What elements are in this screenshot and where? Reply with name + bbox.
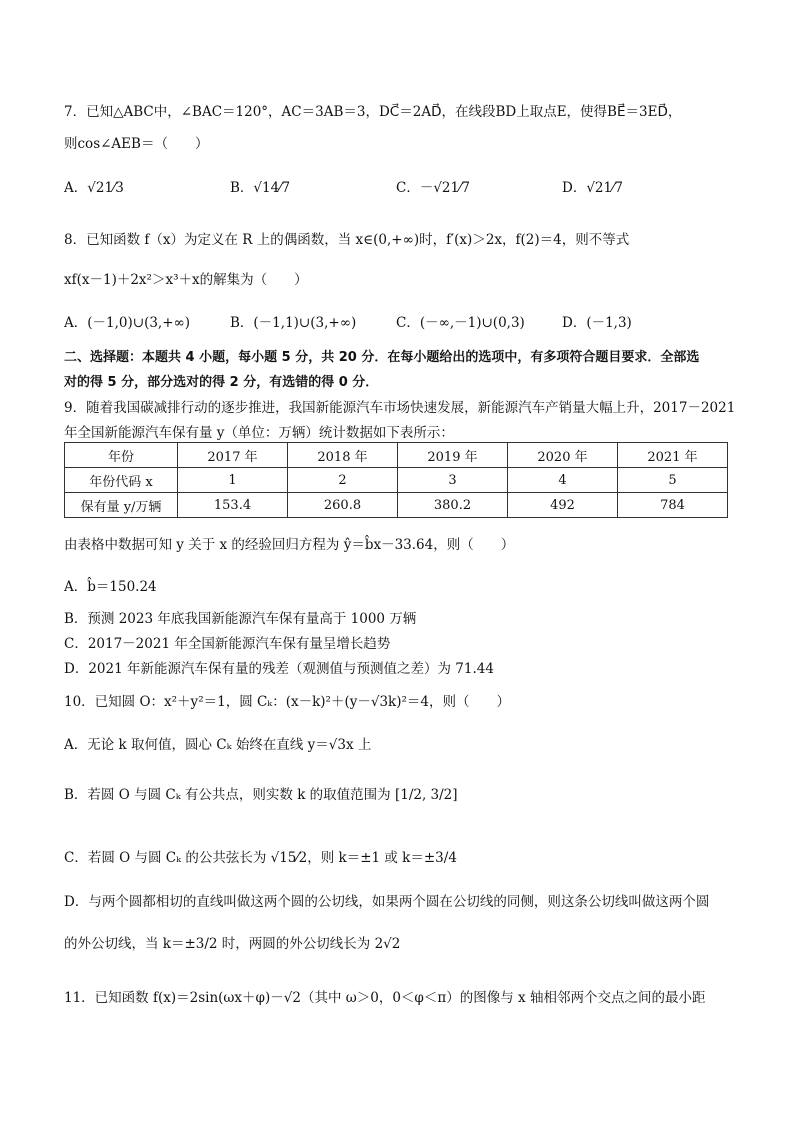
table-cell: 年份 (65, 443, 178, 468)
table-row (65, 443, 728, 468)
table-cell: 380.2 (398, 493, 508, 518)
q9-regression-line: 由表格中数据可知 y 关于 x 的经验回归方程为 ŷ＝b̂x－33.64，则（ ） (64, 537, 515, 553)
q9-stem-line2: 年全国新能源汽车保有量 y（单位：万辆）统计数据如下表所示： (64, 425, 454, 441)
table-cell: 5 (618, 468, 728, 493)
table-row (65, 468, 728, 493)
q10-option-d-line2: 的外公切线，当 k＝±3/2 时，两圆的外公切线长为 2√2 (64, 936, 401, 952)
q7-stem-line1: 7．已知△ABC中，∠BAC＝120°，AC＝3AB＝3，DC⃗＝2AD⃗，在线段BD上取点E，使得BE⃗＝3ED⃗， (64, 104, 682, 120)
q7-option-a: A．√21⁄3 (64, 180, 124, 196)
table-cell: 1 (178, 468, 288, 493)
q8-stem-line2: xf(x－1)＋2x²＞x³＋x的解集为（ ） (64, 272, 308, 288)
table-cell: 2017 年 (178, 443, 288, 468)
table-cell: 保有量 y/万辆 (65, 493, 178, 518)
q7-option-b: B．√14⁄7 (230, 180, 291, 196)
q9-data-table (64, 442, 728, 518)
q10-option-a: A．无论 k 取何值，圆心 Cₖ 始终在直线 y＝√3x 上 (64, 737, 372, 753)
q9-option-c: C．2017－2021 年全国新能源汽车保有量呈增长趋势 (64, 636, 391, 652)
table-cell: 3 (398, 468, 508, 493)
table-cell: 260.8 (288, 493, 398, 518)
table-row (65, 493, 728, 518)
section-header-line1: 二、选择题：本题共 4 小题，每小题 5 分，共 20 分．在每小题给出的选项中，有多项符合题目要求．全部选 (64, 350, 700, 365)
q10-option-d-line1: D．与两个圆都相切的直线叫做这两个圆的公切线，如果两个圆在公切线的同侧，则这条公切线叫做这两个圆 (64, 894, 710, 910)
table-cell: 492 (508, 493, 618, 518)
q11-stem: 11．已知函数 f(x)＝2sin(ωx＋φ)－√2（其中 ω＞0，0＜φ＜π）的图像与 x 轴相邻两个交点之间的最小距 (64, 990, 706, 1006)
table-cell: 4 (508, 468, 618, 493)
q7-option-d: D．√21⁄7 (562, 180, 623, 196)
table-cell: 2020 年 (508, 443, 618, 468)
q9-option-d: D．2021 年新能源汽车保有量的残差（观测值与预测值之差）为 71.44 (64, 661, 494, 677)
table-cell: 153.4 (178, 493, 288, 518)
q10-option-b: B．若圆 O 与圆 Cₖ 有公共点，则实数 k 的取值范围为 [1/2, 3/2] (64, 787, 458, 803)
q8-option-a: A．(－1,0)∪(3,+∞) (64, 315, 191, 331)
table-cell: 784 (618, 493, 728, 518)
q10-stem: 10．已知圆 O：x²＋y²＝1，圆 Cₖ：(x－k)²＋(y－√3k)²＝4，则（ ） (64, 694, 511, 710)
q8-option-d: D．(－1,3) (562, 315, 632, 331)
table-cell: 年份代码 x (65, 468, 178, 493)
q7-stem-line2: 则cos∠AEB＝（ ） (64, 136, 209, 152)
q9-option-b: B．预测 2023 年底我国新能源汽车保有量高于 1000 万辆 (64, 611, 417, 627)
table-cell: 2 (288, 468, 398, 493)
q9-option-a: A．b̂＝150.24 (64, 579, 157, 595)
q8-option-b: B．(－1,1)∪(3,+∞) (230, 315, 357, 331)
q9-stem-line1: 9．随着我国碳减排行动的逐步推进，我国新能源汽车市场快速发展，新能源汽车产销量大幅上升，2017－2021 (64, 400, 736, 416)
table-cell: 2021 年 (618, 443, 728, 468)
q8-option-c: C．(－∞,－1)∪(0,3) (396, 315, 525, 331)
q7-option-c: C．－√21⁄7 (396, 180, 470, 196)
table-cell: 2019 年 (398, 443, 508, 468)
table-cell: 2018 年 (288, 443, 398, 468)
q8-stem-line1: 8．已知函数 f（x）为定义在 R 上的偶函数，当 x∈(0,+∞)时，f′(x)＞2x，f(2)＝4，则不等式 (64, 232, 630, 248)
q10-option-c: C．若圆 O 与圆 Cₖ 的公共弦长为 √15⁄2，则 k＝±1 或 k＝±3/4 (64, 850, 457, 866)
section-header-line2: 对的得 5 分，部分选对的得 2 分，有选错的得 0 分． (64, 375, 379, 390)
